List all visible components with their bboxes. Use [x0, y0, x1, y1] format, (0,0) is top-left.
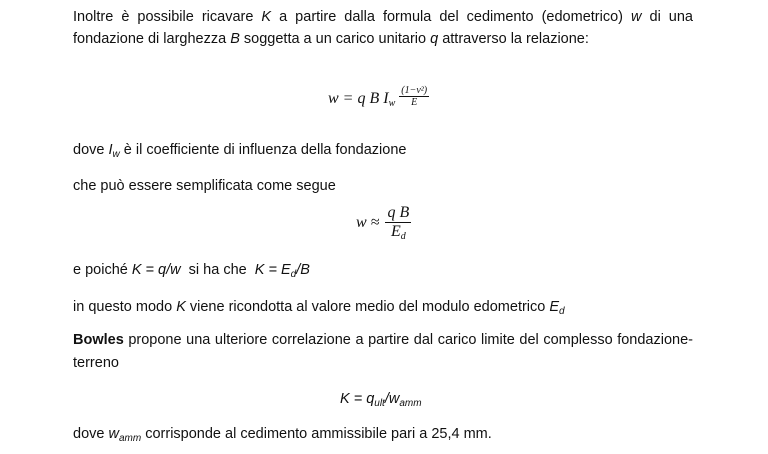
- simplified-formula: w ≈ $\frac{\text{q B}}{E_d}$: [356, 204, 410, 242]
- bowles-line-1: Bowles propone una ulteriore correlazione a partire dal carico limite del complesso fondazione-: [73, 332, 693, 348]
- k-modulus-text: in questo modo K viene ricondotta al valore medio del modulo edometrico $E_d$: [73, 299, 565, 317]
- simplification-text: che può essere semplificata come segue: [73, 178, 336, 194]
- k-definition-text: e poiché K = q/w si ha che $K = E_d/B$: [73, 262, 310, 280]
- bowles-formula: $K = q_{ult}/w_{amm}$: [340, 391, 422, 409]
- bowles-line-2: terreno: [73, 355, 119, 371]
- intro-line-1: Inoltre è possibile ricavare K a partire dalla formula del cedimento (edometrico) w di una: [73, 9, 693, 25]
- allowable-settlement-text: dove $w_{amm}$ corrisponde al cedimento ammissibile pari a 25,4 mm.: [73, 426, 492, 444]
- influence-coefficient-text: dove $I_w$ è il coefficiente di influenza della fondazione: [73, 142, 407, 160]
- settlement-formula: w = q B $I_w$ $\frac{\text{(1−ν²)}}{E}$: [328, 84, 428, 109]
- intro-line-2: fondazione di larghezza B soggetta a un carico unitario q attraverso la relazione:: [73, 31, 589, 47]
